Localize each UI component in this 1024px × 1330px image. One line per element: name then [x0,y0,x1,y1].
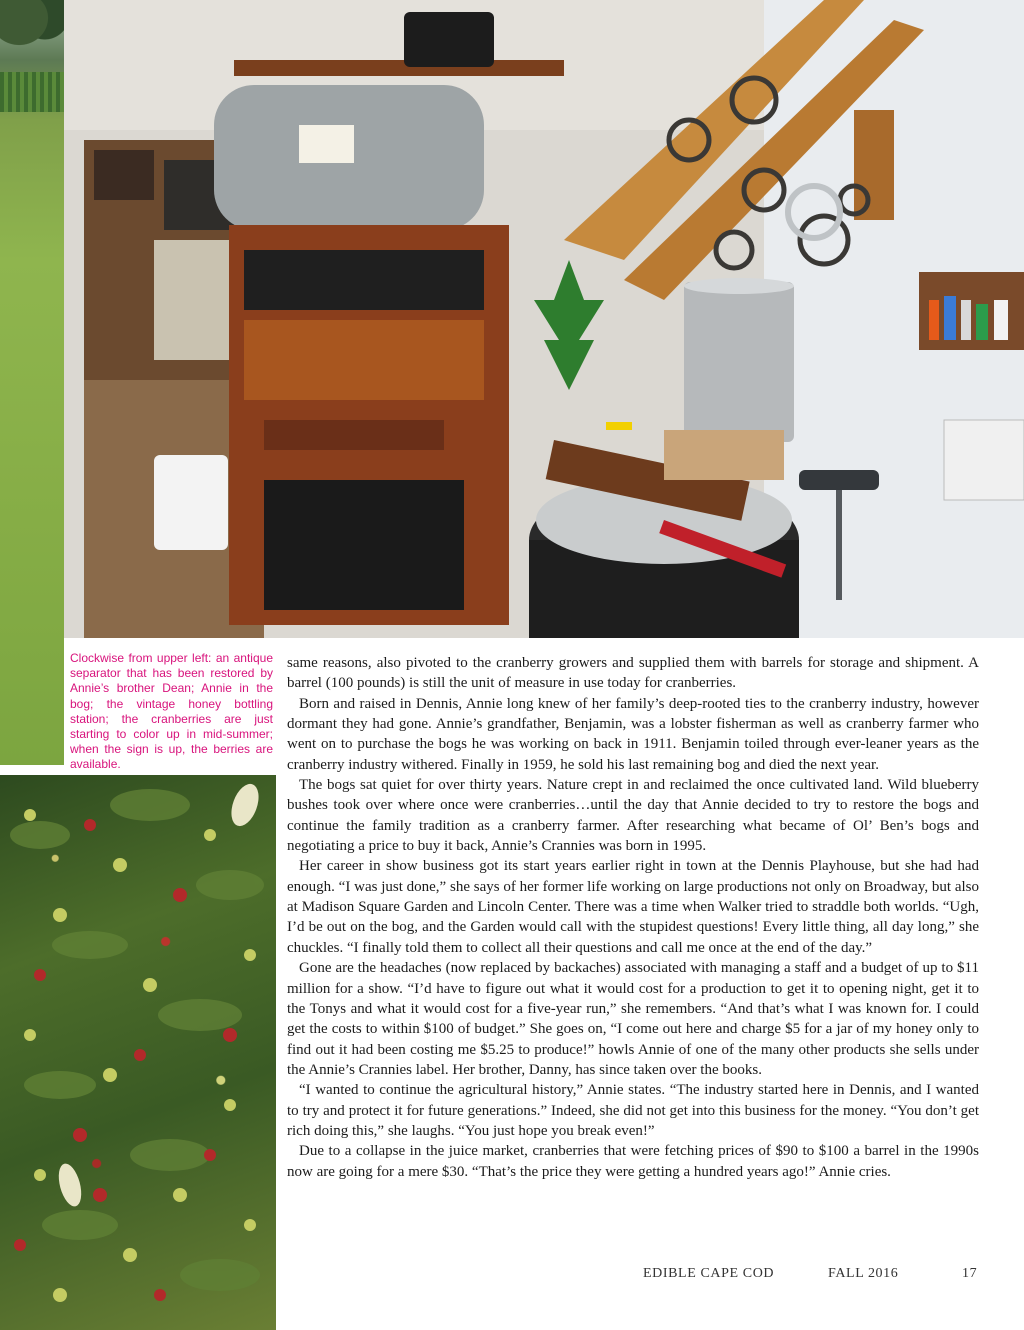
article-body [287,653,979,1182]
photo-caption: Clockwise from upper left: an antique separator that has been restored by Annie’s brother Dean; Annie in the bog; the vintage honey bottling station; the cranberries are just starting to color up in mid-summer; when the sign is up, the berries are available. [70,651,273,772]
page-footer [643,1266,983,1286]
vegetation-strip [0,72,64,112]
workshop-illustration [64,0,1024,638]
article-paragraph: Gone are the headaches (now replaced by backaches) associated with managing a staff and a budget of up to $11 million for a show. “I’d have to figure out what it would cost for a production to get it to opening night, get it to the Tonys and what it would cost for a five-year run,” she remembers. “And that’s what I was known for. I could get the costs to within $100 of budget.” She goes on, “I come out here and charge $5 for a jar of my honey only to find out it had been costing me $5.25 to produce!” howls Annie of one of the many other products she sells under the Annie’s Crannies label. Her brother, Danny, has since taken over the books. [287,960,979,1078]
page-number: 17 [962,1266,978,1281]
tree-shape [0,0,64,60]
footer-magazine-name: EDIBLE CAPE COD [643,1266,775,1281]
article-paragraph: same reasons, also pivoted to the cranberry growers and supplied them with barrels for storage and shipment. A barrel (100 pounds) is still the unit of measure in use today for cranberries. [287,655,979,692]
photo-bog-field [0,0,64,765]
cranberry-illustration [0,775,276,1330]
article-paragraph: Due to a collapse in the juice market, cranberries that were fetching prices of $90 to $100 a barrel in the 1990s now are going for a mere $30. “That’s the price they were getting a hundred years ago!” Annie cries. [287,1143,979,1180]
photo-cranberry-vines [0,775,276,1330]
photo-workshop [64,0,1024,638]
article-paragraph: Born and raised in Dennis, Annie long knew of her family’s deep-rooted ties to the cranberry industry, however dormant they had gone. Annie’s grandfather, Benjamin, was a lobster fisherman as well as cranberry farmer who went on to purchase the bogs he was working on back in 1911. Benjamin toiled through ever-leaner years as the cranberry industry withered. Finally in 1959, he sold his last remaining bog and died the next year. [287,695,979,773]
article-paragraph: The bogs sat quiet for over thirty years. Nature crept in and reclaimed the once cultivated land. Wild blueberry bushes took over where once were cranberries…until the day that Annie decided to try to restore the bogs and continue the family tradition as a cranberry farmer. After researching what became of Ol’ Ben’s bogs and negotiating a price to buy it back, Annie’s Crannies was born in 1995. [287,777,979,855]
article-paragraph: Her career in show business got its start years earlier right in town at the Dennis Playhouse, but she had had enough. “I was just done,” she says of her former life working on large productions not only on Broadway, but also at Madison Square Garden and Lincoln Center. There was a time when Walker tried to straddle both worlds. “Ugh, I’d be out on the bog, and the Garden would call with the stupidest questions! Every little thing, all day long,” she chuckles. “I finally told them to collect all their questions and call me once at the end of the day.” [287,858,979,956]
footer-issue: FALL 2016 [828,1266,899,1281]
article-paragraph: “I wanted to continue the agricultural history,” Annie states. “The industry started here in Dennis, and I wanted to try and protect it for future generations.” Indeed, she did not get into this business for the money. “You don’t get rich doing this,” she laughs. “You just hope you break even!” [287,1082,979,1139]
